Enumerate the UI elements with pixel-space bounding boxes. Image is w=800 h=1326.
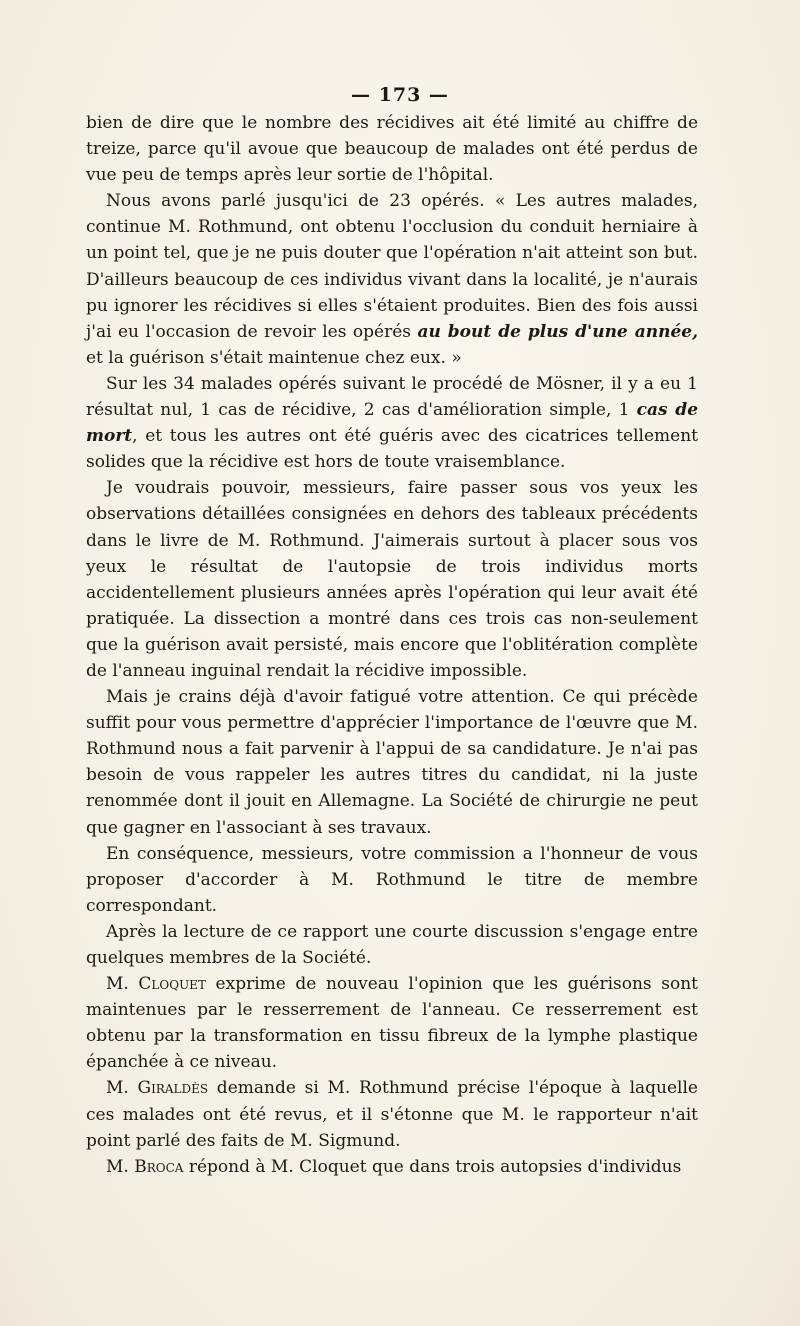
speaker-name-cloquet: Cloquet — [138, 974, 206, 995]
paragraph-8-text: exprime de nouveau l'opinion que les guérisons sont maintenues par le resserrement de l'anneau. Ce resserrement est obtenu par la transformation en tissu fibreux de la lymphe plastique épanchée à ce niveau. — [86, 974, 698, 1073]
paragraph-2-text: Nous avons parlé jusqu'ici de 23 opérés. « Les autres malades, continue M. Rothmund, ont obtenu l'occlusion du conduit herniaire à un point tel, que je ne puis douter que l'opération n'ait atteint son but. D'ailleurs beaucoup de ces individus vivant dans la localité, je n'aurais pu ignorer les récidives si elles s'étaient produites. Bien des fois aussi j'ai eu l'occasion de revoir les opérés — [86, 191, 698, 342]
paragraph-3-text-end: , et tous les autres ont été guéris avec des cicatrices tellement solides que la récidive est hors de toute vraisemblance. — [86, 426, 698, 473]
paragraph-5 — [86, 684, 698, 841]
speaker-name-giraldes: Giraldès — [137, 1078, 209, 1099]
paragraph-5-text: Mais je crains déjà d'avoir fatigué votre attention. Ce qui précède suffit pour vous permettre d'apprécier l'importance de l'œuvre que M. Rothmund nous a fait parvenir à l'appui de sa candidature. Je n'ai pas besoin de vous rappeler les autres titres du candidat, ni la juste renommée dont il jouit en Allemagne. La Société de chirurgie ne peut que gagner en l'associant à ses travaux. — [86, 687, 698, 838]
paragraph-3-text: Sur les 34 malades opérés suivant le procédé de Mösner, il y a eu 1 résultat nul, 1 cas de récidive, 2 cas d'amélioration simple, 1 — [86, 373, 698, 421]
body-text — [86, 110, 698, 1180]
paragraph-8-prefix: M. — [106, 974, 139, 995]
paragraph-4 — [86, 475, 698, 684]
paragraph-2-text-end: et la guérison s'était maintenue chez eux. » — [86, 347, 462, 368]
paragraph-10 — [86, 1154, 698, 1180]
paragraph-3 — [86, 371, 698, 475]
paragraph-9-text: demande si M. Rothmund précise l'époque à laquelle ces malades ont été revus, et il s'étonne que M. le rapporteur n'ait point parlé des faits de M. Sigmund. — [86, 1078, 698, 1151]
paragraph-10-prefix: M. — [106, 1156, 135, 1177]
paragraph-1-text: bien de dire que le nombre des récidives ait été limité au chiffre de treize, parce qu'il avoue que beaucoup de malades ont été perdus de vue peu de temps après leur sortie de l'hôpital. — [86, 113, 698, 186]
speaker-name-broca: Broca — [134, 1156, 184, 1177]
paragraph-6 — [86, 841, 698, 919]
paragraph-7 — [86, 919, 698, 971]
paragraph-2 — [86, 188, 698, 371]
paragraph-1 — [86, 110, 698, 188]
paragraph-9 — [86, 1075, 698, 1153]
page-number: — 173 — — [351, 84, 449, 106]
paragraph-9-prefix: M. — [106, 1078, 138, 1099]
paragraph-7-text: Après la lecture de ce rapport une courte discussion s'engage entre quelques membres de la Société. — [86, 921, 698, 968]
paragraph-4-text: Je voudrais pouvoir, messieurs, faire passer sous vos yeux les observations détaillées consignées en dehors des tableaux précédents dans le livre de M. Rothmund. J'aimerais surtout à placer sous vos yeux le résultat de l'autopsie de trois individus morts accidentellement plusieurs années après l'opération qui leur avait été pratiquée. La dissection a montré dans ces trois cas non-seulement que la guérison avait persisté, mais encore que l'oblitération complète de l'anneau inguinal rendait la récidive impossible. — [86, 478, 698, 681]
paragraph-10-text: répond à M. Cloquet que dans trois autopsies d'individus — [183, 1156, 682, 1177]
paragraph-6-text: En conséquence, messieurs, votre commission a l'honneur de vous proposer d'accorder à M. Rothmund le titre de membre correspondant. — [86, 843, 698, 916]
paragraph-8 — [86, 971, 698, 1075]
paragraph-3-emphasis: cas de mort — [86, 400, 699, 447]
paragraph-2-emphasis: au bout de plus d'une année, — [417, 321, 698, 342]
